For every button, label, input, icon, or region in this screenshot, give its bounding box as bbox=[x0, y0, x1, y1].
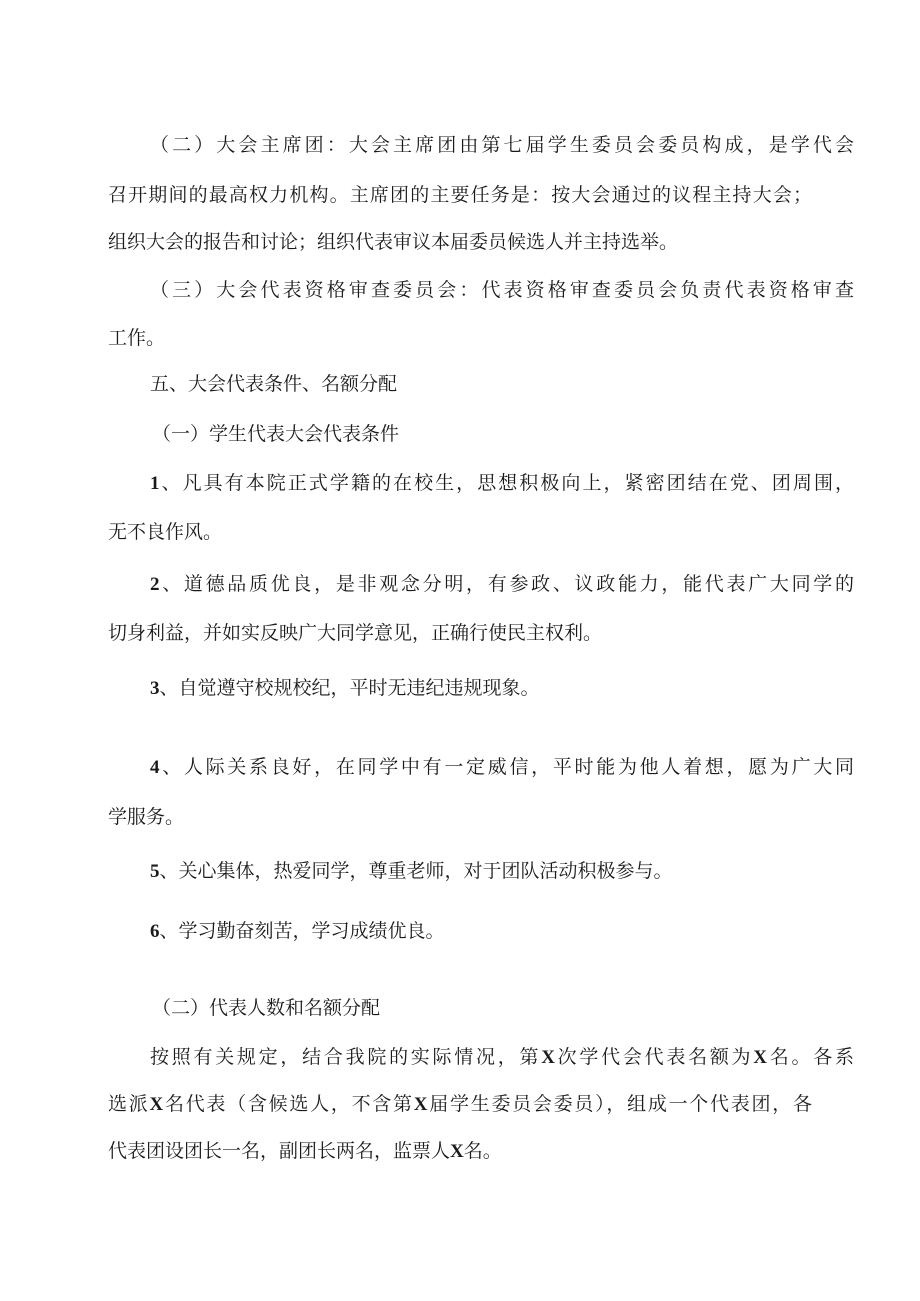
condition-1-line-1 bbox=[108, 469, 854, 498]
section5-heading: 五、大会代表条件、名额分配 bbox=[150, 373, 398, 395]
quota-text-1a: 按照有关规定，结合我院的实际情况，第 bbox=[150, 1046, 542, 1068]
condition-4-number: 4 bbox=[150, 757, 160, 778]
condition-2-number: 2 bbox=[150, 574, 160, 595]
quota-x-3: X bbox=[149, 1094, 164, 1115]
quota-text-2c: 届学生委员会委员），组成一个代表团，各 bbox=[427, 1093, 812, 1115]
presidium-line-1: （二）大会主席团：大会主席团由第七届学生委员会委员构成，是学代会 bbox=[150, 134, 854, 156]
condition-6-text: 、学习勤奋刻苦，学习成绩优良。 bbox=[159, 920, 445, 942]
condition-5-line-1 bbox=[108, 857, 673, 886]
condition-5-number: 5 bbox=[150, 861, 160, 882]
condition-1-text: 、凡具有本院正式学籍的在校生，思想积极向上，紧密团结在党、团周围， bbox=[159, 472, 854, 494]
quota-text-2a: 选派 bbox=[108, 1093, 150, 1115]
condition-3-text: 、自觉遵守校规校纪，平时无违纪违规现象。 bbox=[159, 677, 540, 699]
condition-6-number: 6 bbox=[150, 921, 160, 942]
credentials-line-2: 工作。 bbox=[108, 327, 166, 349]
condition-3-line-1 bbox=[108, 674, 540, 703]
quota-text-3b: 名。 bbox=[463, 1140, 502, 1162]
quota-text-1c: 名。各系 bbox=[767, 1046, 854, 1068]
sub2-heading: （二）代表人数和名额分配 bbox=[152, 997, 381, 1019]
quota-line-3 bbox=[108, 1137, 502, 1166]
condition-4-line-1 bbox=[108, 753, 854, 782]
condition-1-line-2: 无不良作风。 bbox=[108, 521, 223, 543]
condition-2-text: 、道德品质优良，是非观念分明，有参政、议政能力，能代表广大同学的 bbox=[159, 573, 854, 595]
quota-text-1b: 次学代会代表名额为 bbox=[554, 1046, 754, 1068]
condition-3-number: 3 bbox=[150, 678, 160, 699]
quota-line-2 bbox=[108, 1090, 812, 1119]
quota-line-1 bbox=[108, 1043, 854, 1072]
quota-text-3a: 代表团设团长一名，副团长两名，监票人 bbox=[108, 1140, 451, 1162]
condition-6-line-1 bbox=[108, 917, 445, 946]
condition-4-line-2: 学服务。 bbox=[108, 806, 185, 828]
condition-2-line-2: 切身利益，并如实反映广大同学意见，正确行使民主权利。 bbox=[108, 622, 603, 644]
quota-text-2b: 名代表（含候选人，不含第 bbox=[163, 1093, 414, 1115]
quota-x-2: X bbox=[753, 1047, 768, 1068]
condition-2-line-1 bbox=[108, 570, 854, 599]
quota-x-5: X bbox=[450, 1141, 464, 1162]
sub1-heading: （一）学生代表大会代表条件 bbox=[152, 423, 400, 445]
condition-4-text: 、人际关系良好，在同学中有一定威信，平时能为他人着想，愿为广大同 bbox=[159, 756, 854, 778]
condition-1-number: 1 bbox=[150, 473, 160, 494]
presidium-line-3: 组织大会的报告和讨论；组织代表审议本届委员候选人并主持选举。 bbox=[108, 231, 679, 253]
presidium-line-2: 召开期间的最高权力机构。主席团的主要任务是：按大会通过的议程主持大会； bbox=[108, 184, 812, 206]
quota-x-4: X bbox=[413, 1094, 428, 1115]
condition-5-text: 、关心集体，热爱同学，尊重老师，对于团队活动积极参与。 bbox=[159, 860, 673, 882]
credentials-line-1: （三）大会代表资格审查委员会：代表资格审查委员会负责代表资格审查 bbox=[150, 279, 854, 301]
quota-x-1: X bbox=[541, 1047, 555, 1068]
